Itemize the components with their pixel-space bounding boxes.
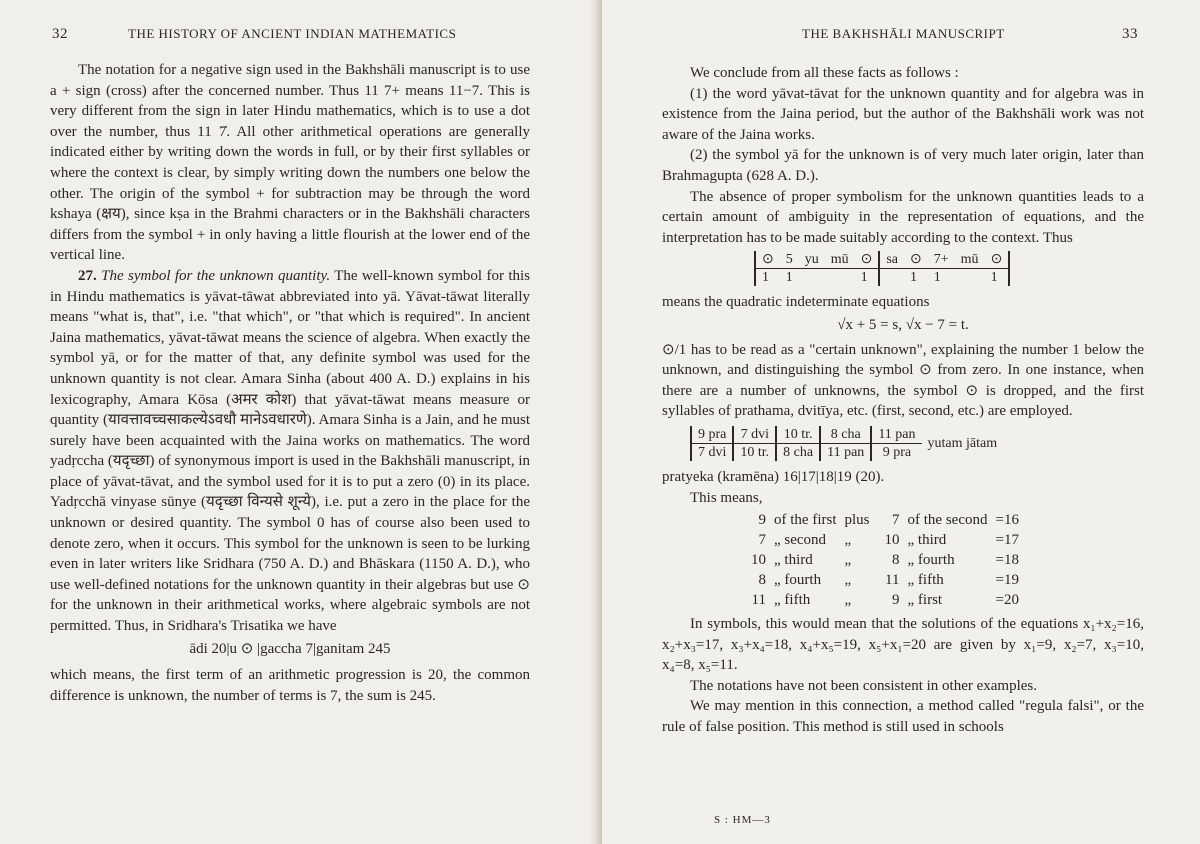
equation-notation-table: [754, 251, 1010, 286]
paragraph-this-means: This means,: [690, 489, 763, 506]
means-row: [740, 510, 1023, 530]
means-cell: 11: [885, 572, 900, 589]
paragraph-negative-sign: The notation for a negative sign used in the Bakhshāli manuscript is to use a + sign (cross) after the concerned number. Thus 11 7+ means 11−7. This is very different from the sign in later Hindu mathematics, which is to use a dot over the number, thus 11 7̇. All other arithmetical operations are generally indicated either by writing down the words in full, or by their first syllables or where the context is clear, by simply writing down the numbers one below the other. The origin of the symbol + for subtraction may be through the word kshaya (क्षय), since kṣa in the Brahmi characters or in the Bakhshāli characters differs from the symbol + in only having a little flourish at the lower end of the vertical line.: [50, 62, 530, 264]
trisatika-formula: ādi 20|u ⊙ |gaccha 7|ganitam 245: [189, 640, 391, 657]
means-cell: of the second: [907, 512, 988, 529]
means-cell: 8: [758, 572, 766, 589]
means-cell: =19: [995, 572, 1019, 589]
means-cell: „ fourth: [907, 552, 955, 569]
section-number: 27.: [78, 267, 97, 284]
paragraph-means-quadratic: means the quadratic indeterminate equations: [662, 294, 930, 311]
right-running-head: THE BAKHSHĀLI MANUSCRIPT: [802, 26, 1005, 41]
signature-mark: S : HM—3: [714, 814, 771, 826]
pair-cell: 8 cha: [820, 426, 871, 444]
means-cell: „: [844, 592, 852, 609]
eq-cell: 7+: [933, 252, 949, 268]
means-cell: 10: [884, 532, 900, 549]
pair-suffix: yutam jātam: [927, 435, 998, 451]
means-cell: „ fourth: [774, 572, 822, 589]
eq-cell: 1: [985, 269, 1010, 287]
pair-notation-table: [690, 426, 1003, 461]
means-row: [740, 550, 1023, 570]
means-cell: „ first: [907, 592, 943, 609]
eq-cell: 1: [855, 269, 880, 287]
pair-cell: 9 pra: [691, 426, 733, 444]
paragraph-progression: which means, the first term of an arithmetic progression is 20, the common difference is unknown, the number of terms is 7, the sum is 245.: [50, 667, 530, 704]
means-cell: =17: [995, 532, 1019, 549]
eq-cell: [825, 269, 855, 287]
eq-cell: [799, 269, 825, 287]
means-cell: „ fifth: [774, 592, 811, 609]
means-cell: 11: [751, 592, 766, 609]
eq-cell: yu: [804, 252, 819, 268]
paragraph-pratyeka: pratyeka (kramēna) 16|17|18|19 (20).: [662, 468, 885, 485]
right-page-number: 33: [1122, 26, 1138, 42]
pair-cell: 7 dvi: [733, 426, 776, 444]
right-page-body: [662, 63, 1144, 738]
eq-cell: ⊙: [985, 251, 1010, 269]
means-cell: =20: [995, 592, 1019, 609]
eq-cell: 1: [928, 269, 955, 287]
means-row: [740, 570, 1023, 590]
paragraph-point-2: (2) the symbol yā for the unknown is of very much later origin, later than Brahmagupta (628 A. D.).: [662, 147, 1144, 184]
means-cell: plus: [844, 512, 870, 529]
means-cell: „ second: [774, 532, 827, 549]
left-page: [0, 0, 598, 844]
paragraph-point-1: (1) the word yāvat-tāvat for the unknown quantity and for algebra was in existence from the Jaina period, but the author of the Bakhshāli work was not aware of the Jaina works.: [662, 85, 1144, 143]
section-heading: The symbol for the unknown quantity.: [101, 267, 331, 284]
means-cell: „ third: [907, 532, 947, 549]
eq-cell: 1: [780, 269, 799, 287]
pair-cell: 10 tr.: [733, 443, 776, 461]
means-cell: „ fifth: [907, 572, 944, 589]
means-cell: =16: [995, 512, 1019, 529]
eq-cell: mū: [960, 252, 979, 268]
paragraph-regula-falsi: We may mention in this connection, a method called "regula falsi", or the rule of false position. This method is still used in schools: [662, 698, 1144, 736]
paragraph-unknown-symbol: [50, 266, 530, 637]
left-page-number: 32: [52, 26, 68, 42]
paragraph-absence: The absence of proper symbolism for the unknown quantities leads to a certain amount of ambiguity in the representation of equations, and the interpretation has to be made suitably according to the context. Thus: [662, 188, 1144, 246]
means-table: [740, 510, 1023, 610]
means-cell: „: [844, 572, 852, 589]
eq-cell: 5: [785, 252, 793, 268]
equations-line: √x + 5 = s, √x − 7 = t.: [837, 316, 969, 333]
pair-cell: 11 pan: [871, 426, 921, 444]
right-page: [602, 0, 1200, 844]
means-cell: 9: [758, 512, 766, 529]
paragraph-notations: The notations have not been consistent in other examples.: [690, 677, 1037, 694]
eq-cell: ⊙: [755, 251, 780, 269]
means-cell: „ third: [774, 552, 813, 569]
eq-cell: ⊙: [855, 251, 880, 269]
section-body: The well-known symbol for this in Hindu mathematics is yāvat-tāwat abbreviated into yā. Yāvat-tāwat literally means "what is, that", i.e. "that which", or "that which is required". In ancient Jaina mathematics, yāvat-tāwat means the science of algebra. When exactly the symbol yā, or for the matter of that, any definite symbol was used for the unknown quantity is not clear. Amara Sinha (about 400 A. D.) explains in his lexicography, Amara Kōsa (अमर कोश) that yāvat-tāwat means measure or quantity (यावत्तावच्चसाकल्येऽवधौ मानेऽवधारणे). Amara Sinha is a Jain, and he must surely have been acquainted with the Jaina works on mathematics. The word yadṛccha (यदृच्छा) of synonymous import is used in the Bakhshāli manuscript, in place of yāvat-tāvat, and the symbol used for it is to put a zero (0) in its place. Yadṛcchā vinyase sūnye (यदृच्छा विन्यसे शून्ये), i.e. put a zero in the place for the unknown or desired quantity. The symbol 0 has of course also been used to denote zero, when it occurs. This symbol for the unknown is seen to be lurking even in later writers like Sridhara (750 A. D.) and Bhāskara (1150 A. D.), who use well-defined notations for the unknown quantity in their algebras but use ⊙ for the unknown in their arithmetical works, where algebraic symbols are not permitted. Thus, in Sridhara's Trisatika we have: [50, 267, 530, 635]
pair-cell: 7 dvi: [691, 443, 733, 461]
means-row: [740, 530, 1023, 550]
eq-cell: 1: [755, 269, 780, 287]
eq-cell: [879, 269, 904, 287]
eq-cell: sa: [886, 252, 899, 268]
means-row: [740, 590, 1023, 610]
means-cell: 10: [751, 552, 766, 569]
left-page-body: [50, 60, 530, 706]
paragraph-in-symbols: In symbols, this would mean that the solutions of the equations x₁+x₂=16, x₂+x₃=17, x₃+x₄=18, x₄+x₅=19, x₅+x₁=20 are given by x₁=9, x₂=7, x₃=10, x₄=8, x₅=11.: [662, 616, 1144, 674]
eq-cell: [955, 269, 985, 287]
pair-cell: 9 pra: [871, 443, 921, 461]
pair-cell: 11 pan: [820, 443, 871, 461]
paragraph-certain-unknown: ⊙/1 has to be read as a "certain unknown", explaining the number 1 below the unknown, and distinguishing the symbol ⊙ from zero. In one instance, when there are a number of unknowns, the symbol ⊙ is dropped, and the first syllables of prathama, dvitīya, etc. (first, second, etc.) are employed.: [662, 341, 1144, 420]
paragraph-conclusion-intro: We conclude from all these facts as follows :: [690, 65, 959, 81]
means-cell: 7: [892, 512, 900, 529]
means-cell: 8: [892, 552, 900, 569]
means-cell: of the first: [774, 512, 837, 529]
means-cell: =18: [995, 552, 1019, 569]
pair-cell: 10 tr.: [776, 426, 820, 444]
eq-cell: ⊙: [910, 252, 922, 268]
means-cell: „: [844, 552, 852, 569]
left-running-head: THE HISTORY OF ANCIENT INDIAN MATHEMATICS: [128, 26, 457, 41]
pair-cell: 8 cha: [776, 443, 820, 461]
means-cell: „: [844, 532, 852, 549]
means-cell: 7: [758, 532, 766, 549]
eq-cell: mū: [830, 252, 849, 268]
eq-cell: 1: [904, 269, 928, 287]
means-cell: 9: [892, 592, 900, 609]
